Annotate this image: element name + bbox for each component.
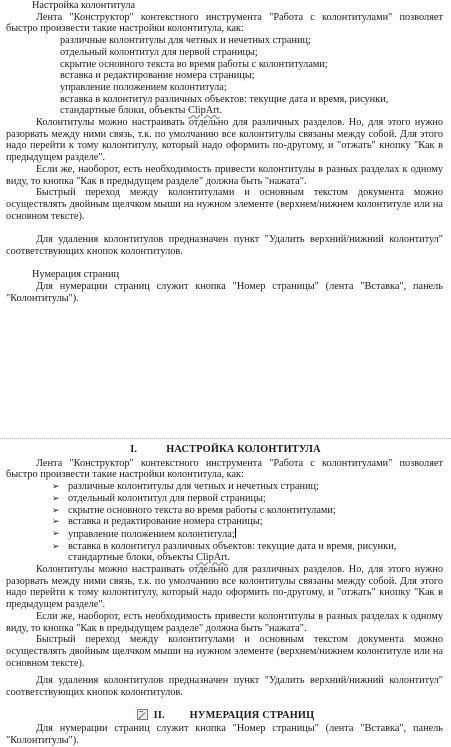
- bullet-item[interactable]: [0, 528, 451, 541]
- bullet-item-text: скрытие основного текста во время работы с колонтитулами;: [68, 504, 336, 516]
- list-item-end: .: [219, 105, 223, 117]
- arrow-bullet-icon: ➢: [52, 492, 60, 503]
- list-item-text: вставка в колонтитул различных объектов: текущие дата и время, рисунки, стандартные блоки, объекты: [60, 93, 389, 117]
- bullet-item[interactable]: [0, 481, 451, 493]
- bullet-item-text: отдельный колонтитул для первой страницы;: [68, 492, 266, 504]
- paragraph-delete[interactable]: Для удаления колонтитулов предназначен пункт "Удалить верхний/нижний колонтитул" соответствующих кнопок колонтитулов.: [6, 234, 443, 257]
- heading-1[interactable]: [0, 442, 451, 458]
- intro-paragraph[interactable]: Лента "Конструктор" контекстного инструмента "Работа с колонтитулами" позволяет быстро произвести такие настройки колонтитула, как:: [6, 11, 443, 35]
- heading-2-text: НУМЕРАЦИЯ СТРАНИЦ: [189, 709, 315, 721]
- paragraph-same-view[interactable]: Если же, наоборот, есть необходимость привести колонтитулы в разных разделах к одному виду, то кнопка "Как в предыдущем разделе" должна быть "нажата".: [6, 610, 443, 634]
- unformatted-document: [0, 0, 451, 304]
- blank-line: [0, 699, 451, 707]
- paragraph-quick-switch[interactable]: Быстрый переход между колонтитулами и основным текстом документа можно осуществлять двойным щелчком мыши на нужном элементе (верхнем/нижнем колонтитуле или на основном тексте).: [6, 634, 443, 669]
- bullet-item-end: .: [227, 552, 231, 564]
- intro-paragraph[interactable]: Лента "Конструктор" контекстного инструмента "Работа с колонтитулами" позволяет быстро произвести такие настройки колонтитула, как:: [6, 457, 443, 481]
- arrow-bullet-icon: ➢: [52, 540, 60, 551]
- arrow-bullet-icon: ➢: [52, 481, 60, 492]
- paragraph-same-view[interactable]: Если же, наоборот, есть необходимость привести колонтитулы в разных разделах к одному виду, то кнопка "Как в предыдущем разделе" должна быть "нажата".: [6, 163, 443, 187]
- bullet-item-text: вставка и редактирование номера страницы;: [68, 516, 263, 528]
- list-item[interactable]: управление положением колонтитула;: [60, 81, 227, 93]
- arrow-bullet-icon: ➢: [52, 504, 60, 515]
- blank-line: [0, 257, 451, 269]
- heading-2[interactable]: [0, 707, 451, 724]
- heading-1-text: НАСТРОЙКА КОЛОНТИТУЛА: [166, 444, 321, 455]
- text-cursor: [235, 528, 236, 538]
- section2-title[interactable]: Нумерация страниц: [32, 269, 120, 281]
- list-item[interactable]: отдельный колонтитул для первой страницы;: [60, 46, 258, 58]
- list-item[interactable]: скрытие основного текста во время работы с колонтитулами;: [60, 58, 328, 70]
- heading-1-number: I.: [130, 444, 138, 455]
- clipart-word: ClipArt: [196, 552, 228, 564]
- paragraph-sections[interactable]: Колонтитулы можно настраивать отдельно для различных разделов. Но, для этого нужно разорвать между ними связь, т.к. по умолчанию все колонтитулы связаны между собой. Для этого надо перейти к тому колонтитулу, который надо оформить по-другому, и "отжать" кнопку "Как в предыдущем разделе".: [6, 564, 443, 611]
- bullet-item[interactable]: [0, 493, 451, 505]
- paragraph-numbering[interactable]: Для нумерации страниц служит кнопка "Номер страницы" (лента "Вставка", панель "Колонтитулы").: [6, 280, 443, 304]
- paragraph-quick-switch[interactable]: Быстрый переход между колонтитулами и основным текстом документа можно осуществлять двойным щелчком мыши на нужном элементе (верхнем/нижнем колонтитуле или на основном тексте).: [6, 187, 443, 222]
- settings-bullet-list: [0, 481, 451, 564]
- blank-line: [0, 222, 451, 234]
- paragraph-delete[interactable]: Для удаления колонтитулов предназначен пункт "Удалить верхний/нижний колонтитул" соответствующих кнопок колонтитулов.: [6, 675, 443, 699]
- paragraph-edit-icon[interactable]: [137, 709, 148, 720]
- bullet-item-text: управление положением колонтитула;: [68, 528, 235, 540]
- list-item[interactable]: вставка и редактирование номера страницы;: [60, 70, 255, 82]
- clipart-word: ClipArt: [188, 105, 220, 117]
- bullet-item-text: различные колонтитулы для четных и нечетных страниц;: [68, 481, 319, 493]
- section1-title[interactable]: Настройка колонтитула: [32, 0, 136, 11]
- bullet-item-text: вставка в колонтитул различных объектов: текущие дата и время, рисунки, стандартные блоки, объекты: [68, 540, 397, 564]
- formatted-document: [0, 442, 451, 747]
- list-item[interactable]: [0, 94, 451, 117]
- bullet-item[interactable]: [0, 541, 451, 564]
- arrow-bullet-icon: ➢: [52, 527, 60, 538]
- settings-list: [0, 35, 451, 117]
- arrow-bullet-icon: ➢: [52, 516, 60, 527]
- paragraph-sections[interactable]: Колонтитулы можно настраивать отдельно для различных разделов. Но, для этого нужно разорвать между ними связь, т.к. по умолчанию все колонтитулы связаны между собой. Для этого надо перейти к тому колонтитулу, который надо оформить по-другому, и "отжать" кнопку "Как в предыдущем разделе".: [6, 117, 443, 164]
- page-separator: [0, 438, 451, 439]
- heading-2-number: II.: [153, 709, 165, 721]
- bullet-item[interactable]: [0, 505, 451, 517]
- list-item[interactable]: различные колонтитулы для четных и нечетных страниц;: [60, 35, 311, 47]
- bullet-item[interactable]: [0, 516, 451, 528]
- paragraph-numbering[interactable]: Для нумерации страниц служит кнопка "Номер страницы" (лента "Вставка", панель "Колонтитулы").: [6, 723, 443, 747]
